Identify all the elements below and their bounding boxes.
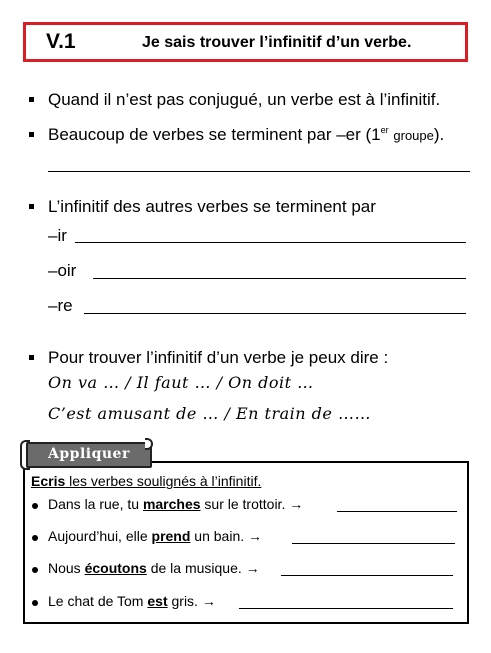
bullet bbox=[29, 97, 34, 102]
answer-line[interactable] bbox=[239, 608, 453, 609]
bullet bbox=[29, 355, 34, 360]
exercise-item-1 bbox=[48, 496, 303, 512]
item-text: un bain. → bbox=[190, 528, 263, 544]
underlined-verb: marches bbox=[142, 496, 201, 512]
bullet-dot bbox=[32, 600, 38, 606]
answer-line[interactable] bbox=[48, 171, 470, 172]
bullet-dot bbox=[32, 567, 38, 573]
item-text: Aujourd’hui, elle bbox=[48, 528, 152, 544]
exercise-item-4 bbox=[48, 593, 216, 609]
rule-4-text: Pour trouver l’infinitif d’un verbe je peux dire : bbox=[48, 348, 389, 367]
bullet-dot bbox=[32, 535, 38, 541]
exercise-instruction bbox=[31, 473, 261, 489]
instruction-verb: Ecris bbox=[31, 473, 66, 489]
exercise-item-3 bbox=[48, 560, 260, 576]
item-text: de la musique. → bbox=[146, 560, 260, 576]
item-text: Nous bbox=[48, 560, 85, 576]
underlined-verb: écoutons bbox=[84, 560, 147, 576]
exercise-item-2 bbox=[48, 528, 262, 544]
answer-line-oir[interactable] bbox=[93, 278, 466, 279]
bullet bbox=[29, 132, 34, 137]
rule-1-text: Quand il n’est pas conjugué, un verbe est à l’infinitif. bbox=[48, 90, 441, 109]
instruction-rest: les verbes soulignés à l’infinitif. bbox=[65, 473, 262, 489]
answer-line-ir[interactable] bbox=[75, 242, 466, 243]
rule-2-text bbox=[48, 125, 444, 145]
item-text: gris. → bbox=[167, 593, 216, 609]
rule-2-main: Beaucoup de verbes se terminent par –er (1 bbox=[48, 125, 381, 144]
bullet-dot bbox=[32, 503, 38, 509]
item-text: Dans la rue, tu bbox=[48, 496, 143, 512]
bullet bbox=[29, 204, 34, 209]
rule-2-sup: er bbox=[380, 125, 389, 135]
lesson-number: V.1 bbox=[46, 30, 76, 53]
answer-line[interactable] bbox=[292, 543, 455, 544]
underlined-verb: prend bbox=[151, 528, 191, 544]
ending-oir: –oir bbox=[48, 261, 77, 280]
item-text: sur le trottoir. → bbox=[200, 496, 304, 512]
underlined-verb: est bbox=[147, 593, 168, 609]
ending-re: –re bbox=[48, 296, 73, 315]
script-line-1: On va … / Il faut … / On doit … bbox=[48, 373, 314, 392]
answer-line[interactable] bbox=[281, 575, 453, 576]
rule-2-small: groupe bbox=[393, 128, 434, 143]
rule-3-text: L’infinitif des autres verbes se terminent par bbox=[48, 197, 376, 216]
appliquer-label: Appliquer bbox=[48, 446, 130, 462]
rule-2-end: ). bbox=[433, 125, 445, 144]
script-line-2: C’est amusant de … / En train de …… bbox=[48, 404, 371, 423]
ending-ir: –ir bbox=[48, 226, 67, 245]
answer-line-re[interactable] bbox=[84, 313, 466, 314]
lesson-title: Je sais trouver l’infinitif d’un verbe. bbox=[142, 34, 412, 51]
answer-line[interactable] bbox=[337, 511, 457, 512]
item-text: Le chat de Tom bbox=[48, 593, 148, 609]
